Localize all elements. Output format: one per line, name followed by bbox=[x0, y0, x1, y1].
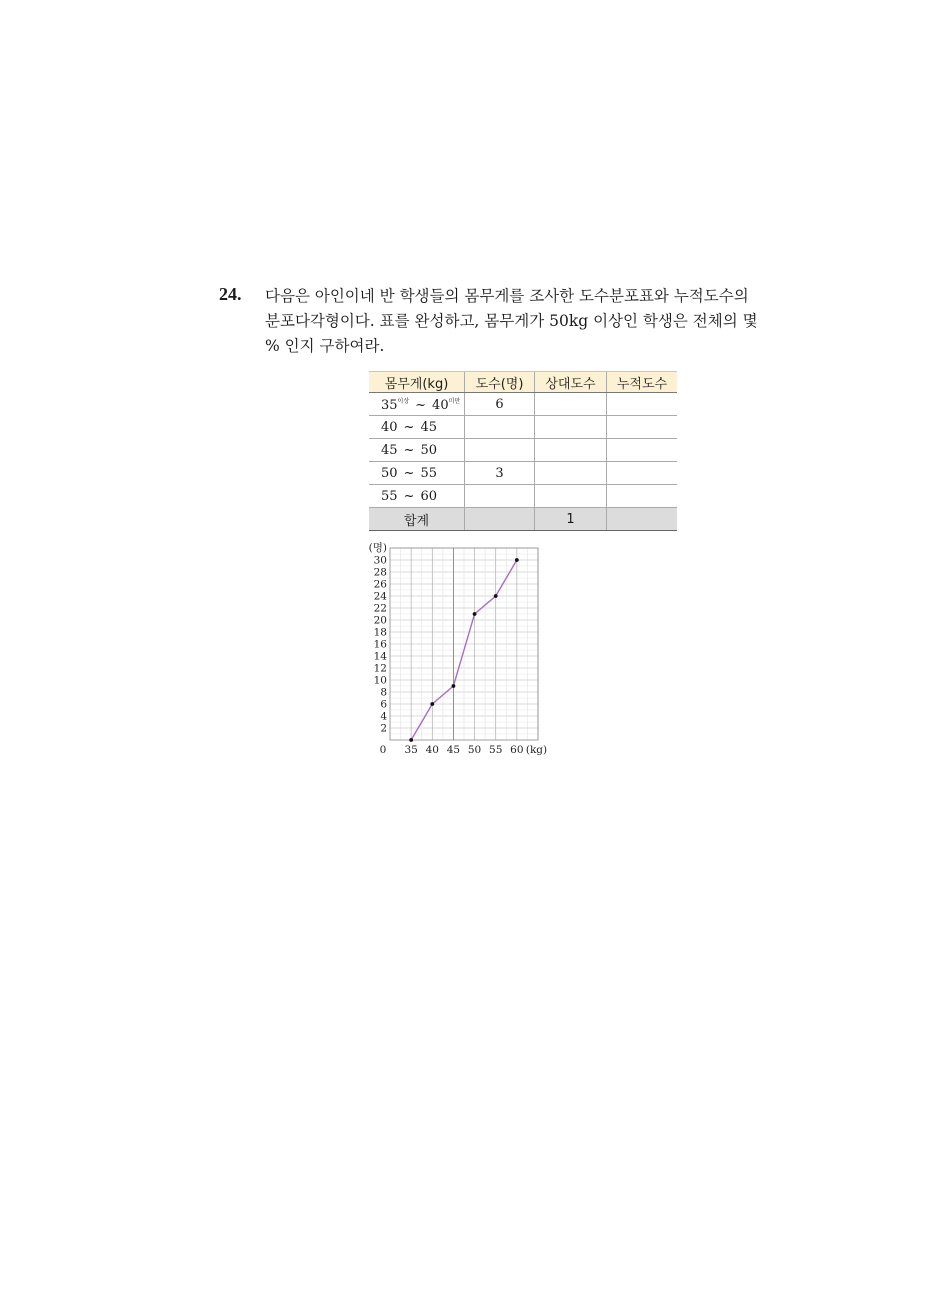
x-tick-label: 35 bbox=[404, 744, 418, 756]
relative-frequency-cell[interactable] bbox=[535, 393, 607, 416]
cumulative-frequency-cell[interactable] bbox=[607, 416, 678, 439]
total-label: 합계 bbox=[369, 508, 465, 531]
frequency-cell[interactable] bbox=[465, 485, 535, 508]
data-point bbox=[409, 738, 413, 742]
y-tick-label: 24 bbox=[373, 590, 387, 603]
relative-frequency-cell[interactable] bbox=[535, 439, 607, 462]
table-row bbox=[369, 485, 677, 508]
total-row bbox=[369, 508, 677, 531]
y-tick-label: 28 bbox=[373, 566, 387, 579]
data-point bbox=[452, 684, 456, 688]
y-tick-label: 2 bbox=[380, 722, 387, 735]
y-tick-label: 10 bbox=[373, 674, 387, 687]
y-tick-label: 6 bbox=[380, 698, 387, 711]
frequency-cell[interactable] bbox=[465, 439, 535, 462]
data-point bbox=[494, 594, 498, 598]
y-tick-label: 22 bbox=[373, 602, 387, 615]
y-tick-label: 26 bbox=[373, 578, 387, 591]
total-frequency-cell[interactable] bbox=[465, 508, 535, 531]
x-axis-label: (kg) bbox=[525, 744, 548, 756]
cumulative-frequency-cell[interactable] bbox=[607, 485, 678, 508]
x-tick-label: 60 bbox=[510, 744, 524, 756]
table-row bbox=[369, 439, 677, 462]
header-relative-frequency: 상대도수 bbox=[535, 372, 607, 393]
origin-label: 0 bbox=[379, 744, 387, 756]
header-weight: 몸무게(kg) bbox=[369, 372, 465, 393]
relative-frequency-cell[interactable] bbox=[535, 416, 607, 439]
relative-frequency-cell[interactable] bbox=[535, 462, 607, 485]
y-tick-label: 12 bbox=[373, 662, 387, 675]
table-header-row bbox=[369, 372, 677, 393]
weight-range: 55 ~ 60 bbox=[369, 485, 465, 508]
y-tick-label: 8 bbox=[380, 686, 387, 699]
weight-range: $35^{이상}$ ~ $40^{미만}$ bbox=[369, 393, 465, 416]
frequency-cell[interactable] bbox=[465, 416, 535, 439]
range-note-high: 미만 bbox=[448, 397, 461, 405]
y-tick-label: 4 bbox=[380, 710, 387, 723]
weight-range: 45 ~ 50 bbox=[369, 439, 465, 462]
question-line: 다음은 아인이네 반 학생들의 몸무게를 조사한 도수분포표와 누적도수의 bbox=[265, 287, 749, 305]
data-point bbox=[473, 612, 477, 616]
x-tick-label: 45 bbox=[446, 744, 461, 756]
y-axis-label: (명) bbox=[368, 542, 387, 554]
table-row bbox=[369, 416, 677, 439]
question-line: % 인지 구하여라. bbox=[265, 337, 385, 355]
table-row bbox=[369, 462, 677, 485]
weight-range: 40 ~ 45 bbox=[369, 416, 465, 439]
question-text bbox=[265, 284, 758, 359]
frequency-cell[interactable]: 6 bbox=[465, 393, 535, 416]
cumulative-frequency-polygon bbox=[360, 538, 560, 760]
question-line: 분포다각형이다. 표를 완성하고, 몸무게가 50kg 이상인 학생은 전체의 몇 bbox=[265, 312, 758, 330]
header-cumulative-frequency: 누적도수 bbox=[607, 372, 678, 393]
y-tick-label: 18 bbox=[373, 626, 387, 639]
x-tick-label: 50 bbox=[467, 744, 482, 756]
cumulative-frequency-cell[interactable] bbox=[607, 462, 678, 485]
frequency-cell[interactable]: 3 bbox=[465, 462, 535, 485]
relative-frequency-cell[interactable] bbox=[535, 485, 607, 508]
cumulative-frequency-cell[interactable] bbox=[607, 439, 678, 462]
question-number: 24. bbox=[219, 284, 242, 304]
y-tick-label: 14 bbox=[373, 650, 387, 663]
table-row bbox=[369, 393, 677, 416]
data-point bbox=[430, 702, 434, 706]
y-tick-label: 30 bbox=[373, 554, 387, 567]
header-frequency: 도수(명) bbox=[465, 372, 535, 393]
cumulative-frequency-cell[interactable] bbox=[607, 393, 678, 416]
y-tick-label: 16 bbox=[373, 638, 387, 651]
total-cumulative-frequency-cell bbox=[607, 508, 678, 531]
x-tick-label: 55 bbox=[489, 744, 503, 756]
total-relative-frequency-cell: 1 bbox=[535, 508, 607, 531]
range-note-low: 이상 bbox=[397, 397, 410, 405]
x-tick-label: 40 bbox=[425, 744, 439, 756]
weight-range: 50 ~ 55 bbox=[369, 462, 465, 485]
data-point bbox=[515, 558, 519, 562]
y-tick-label: 20 bbox=[373, 614, 387, 627]
frequency-table bbox=[369, 371, 677, 531]
